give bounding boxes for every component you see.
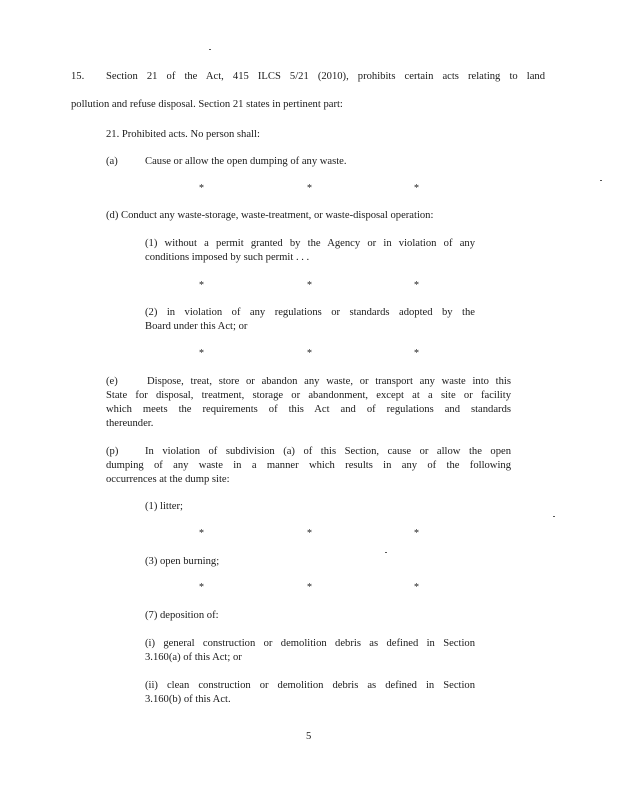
item-p-label: (p) (106, 446, 119, 457)
item-d-text: (d) Conduct any waste-storage, waste-treatment, or waste-disposal operation: (106, 210, 434, 221)
item-e-line-2: State for disposal, treatment, storage or abandonment, except at a site or facility (106, 390, 511, 401)
scan-speck (553, 516, 555, 517)
item-p-line-2: dumping of any waste in a manner which results in any of the following (106, 460, 511, 471)
ellipsis-star: * (199, 582, 204, 593)
scan-speck (209, 49, 211, 50)
ellipsis-star: * (414, 348, 419, 359)
paragraph-15-line-2: pollution and refuse disposal. Section 21 states in pertinent part: (71, 99, 343, 110)
item-p3-open-burning: (3) open burning; (145, 556, 220, 567)
item-p1-litter: (1) litter; (145, 501, 183, 512)
section-heading: 21. Prohibited acts. No person shall: (106, 129, 260, 140)
ellipsis-star: * (307, 280, 312, 291)
item-e-line-1: Dispose, treat, store or abandon any waste, or transport any waste into this (147, 376, 511, 387)
paragraph-15-line-1: Section 21 of the Act, 415 ILCS 5/21 (2010), prohibits certain acts relating to land (106, 71, 545, 82)
scan-speck (385, 552, 387, 553)
item-p7-deposition: (7) deposition of: (145, 610, 219, 621)
ellipsis-star: * (307, 348, 312, 359)
item-a-text: Cause or allow the open dumping of any waste. (145, 156, 347, 167)
item-i-line-1: (i) general construction or demolition debris as defined in Section (145, 638, 475, 649)
item-d2-line-1: (2) in violation of any regulations or standards adopted by the (145, 307, 475, 318)
item-e-line-3: which meets the requirements of this Act and of regulations and standards (106, 404, 511, 415)
ellipsis-star: * (414, 183, 419, 194)
item-d1-line-2: conditions imposed by such permit . . . (145, 252, 310, 263)
scan-speck (600, 180, 602, 181)
paragraph-number: 15. (71, 71, 85, 82)
item-d1-line-1: (1) without a permit granted by the Agency or in violation of any (145, 238, 475, 249)
item-ii-line-2: 3.160(b) of this Act. (145, 694, 231, 705)
item-ii-line-1: (ii) clean construction or demolition debris as defined in Section (145, 680, 475, 691)
ellipsis-star: * (199, 528, 204, 539)
ellipsis-star: * (307, 528, 312, 539)
ellipsis-star: * (414, 528, 419, 539)
ellipsis-star: * (414, 582, 419, 593)
ellipsis-star: * (307, 582, 312, 593)
ellipsis-star: * (199, 348, 204, 359)
ellipsis-star: * (199, 183, 204, 194)
item-a-label: (a) (106, 156, 118, 167)
ellipsis-star: * (307, 183, 312, 194)
ellipsis-star: * (414, 280, 419, 291)
item-p-line-1: In violation of subdivision (a) of this Section, cause or allow the open (145, 446, 511, 457)
item-e-label: (e) (106, 376, 118, 387)
item-i-line-2: 3.160(a) of this Act; or (145, 652, 242, 663)
page-number: 5 (306, 731, 312, 742)
ellipsis-star: * (199, 280, 204, 291)
item-d2-line-2: Board under this Act; or (145, 321, 248, 332)
item-e-line-4: thereunder. (106, 418, 154, 429)
item-p-line-3: occurrences at the dump site: (106, 474, 230, 485)
